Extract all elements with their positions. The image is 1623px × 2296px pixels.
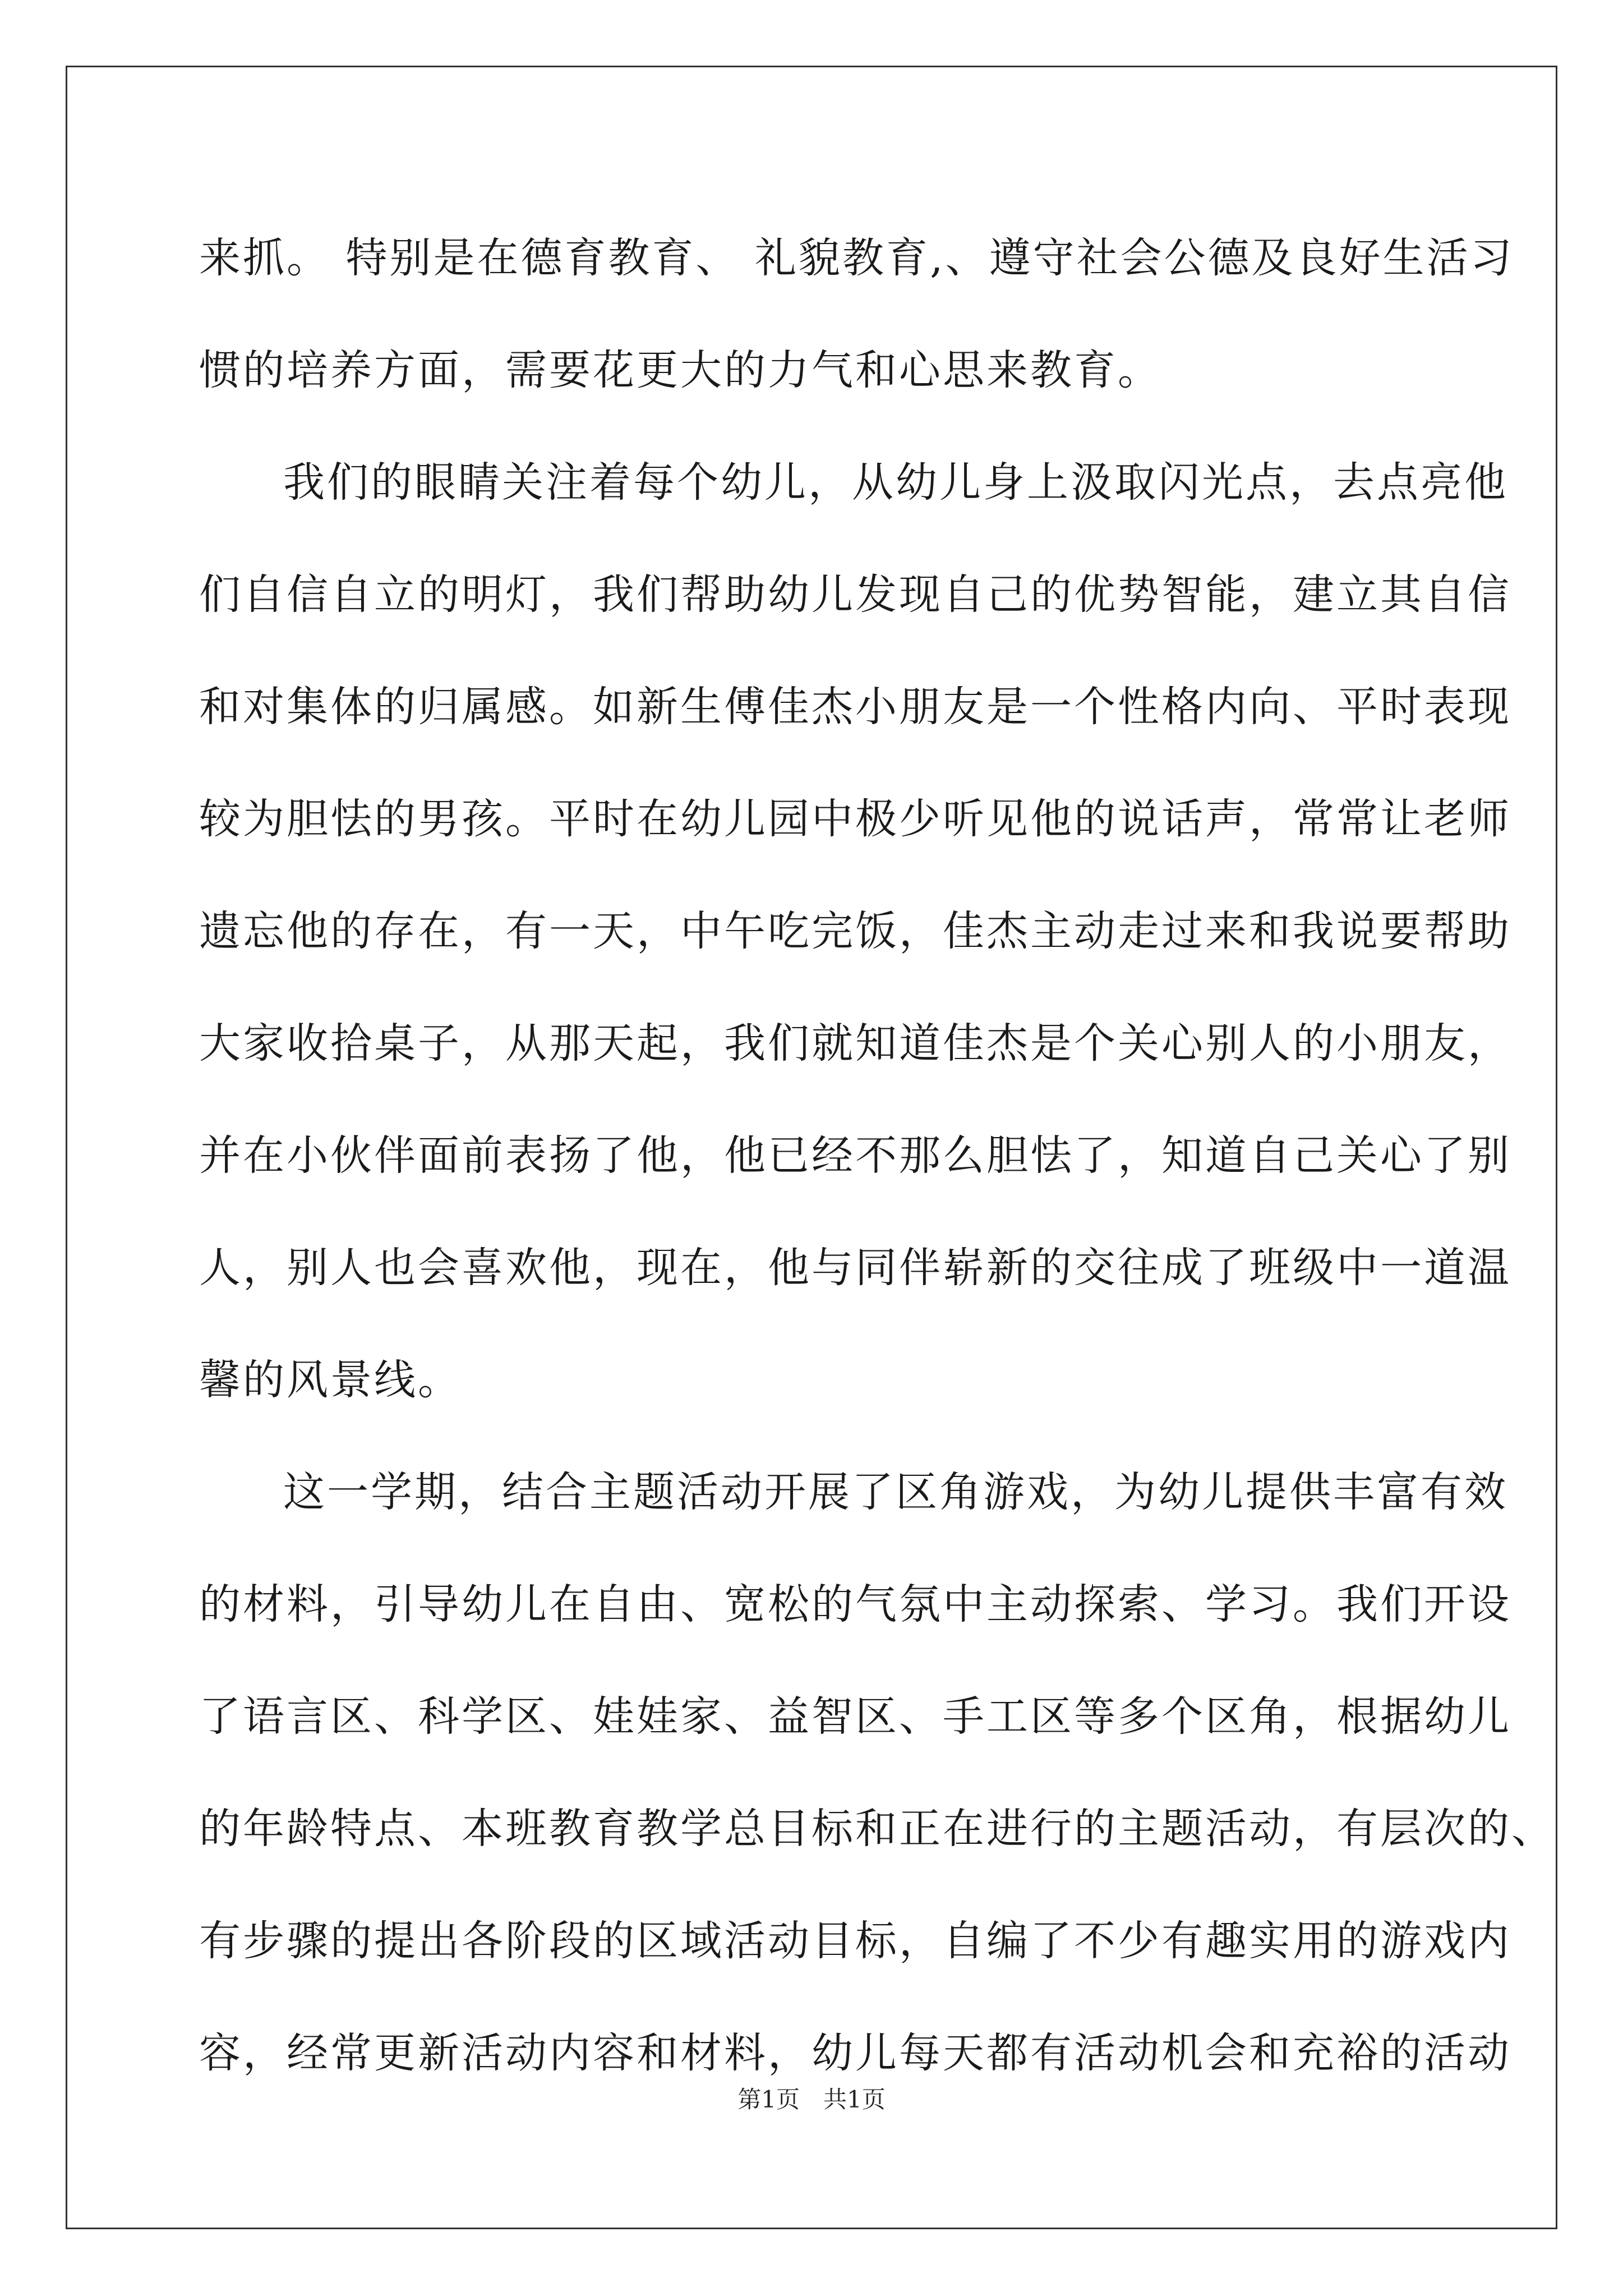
- text-line: 惯的培养方面，需要花更大的力气和心思来教育。: [199, 346, 1161, 394]
- page-footer: 第1页 共1页: [737, 2086, 886, 2113]
- text-line: 的年龄特点、本班教育教学总目标和正在进行的主题活动，有层次的、: [199, 1805, 1555, 1853]
- text-line: 了语言区、科学区、娃娃家、益智区、手工区等多个区角，根据幼儿: [199, 1692, 1511, 1741]
- paragraph-start-line: 这一学期，结合主题活动开展了区角游戏，为幼儿提供丰富有效: [283, 1468, 1508, 1516]
- text-line: 们自信自立的明灯，我们帮助幼儿发现自己的优势智能，建立其自信: [199, 570, 1511, 619]
- text-line: 人，别人也会喜欢他，现在，他与同伴崭新的交往成了班级中一道温: [199, 1244, 1511, 1292]
- text-line: 馨的风景线。: [199, 1356, 462, 1404]
- text-line: 并在小伙伴面前表扬了他，他已经不那么胆怯了，知道自己关心了别: [199, 1131, 1511, 1180]
- document-body: [199, 202, 1555, 2109]
- text-line: 和对集体的归属感。如新生傅佳杰小朋友是一个性格内向、平时表现: [199, 683, 1511, 731]
- paragraph-start-line: 我们的眼睛关注着每个幼儿，从幼儿身上汲取闪光点，去点亮他: [283, 458, 1508, 507]
- text-line: 容，经常更新活动内容和材料，幼儿每天都有活动机会和充裕的活动: [199, 2029, 1511, 2077]
- text-line: 遗忘他的存在，有一天，中午吃完饭，佳杰主动走过来和我说要帮助: [199, 907, 1511, 955]
- text-line: 较为胆怯的男孩。平时在幼儿园中极少听见他的说话声，常常让老师: [199, 795, 1511, 843]
- text-line: 的材料，引导幼儿在自由、宽松的气氛中主动探索、学习。我们开设: [199, 1580, 1511, 1628]
- text-line: 有步骤的提出各阶段的区域活动目标，自编了不少有趣实用的游戏内: [199, 1917, 1511, 1965]
- text-line: 大家收拾桌子，从那天起，我们就知道佳杰是个关心别人的小朋友，: [199, 1019, 1511, 1068]
- text-line: 来抓。 特别是在德育教育、 礼貌教育,、遵守社会公德及良好生活习: [199, 234, 1514, 282]
